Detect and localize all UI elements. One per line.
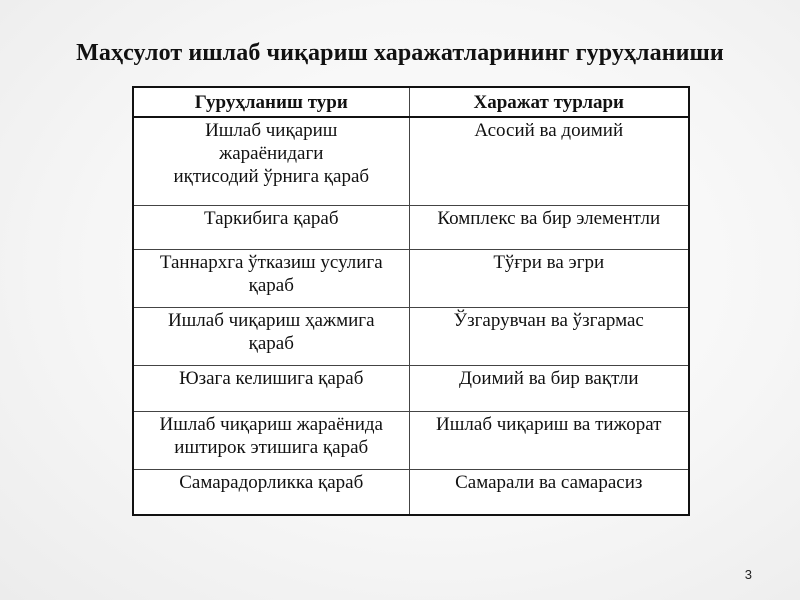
- page-number: 3: [744, 567, 752, 582]
- table-row: [133, 469, 689, 515]
- grouping-cell: Юзага келишига қараб: [133, 365, 409, 411]
- grouping-cell: Самарадорликка қараб: [133, 469, 409, 515]
- grouping-cell: Ишлаб чиқариш ҳажмига қараб: [133, 307, 409, 365]
- cost-types-cell: Асосий ва доимий: [409, 117, 689, 205]
- grouping-cell: Таркибига қараб: [133, 205, 409, 249]
- table-row: [133, 117, 689, 205]
- header-cost-types: Харажат турлари: [409, 87, 689, 117]
- grouping-cell: Ишлаб чиқариш жараёнида иштирок этишига қараб: [133, 411, 409, 469]
- table-row: [133, 411, 689, 469]
- cost-types-cell: Комплекс ва бир элементли: [409, 205, 689, 249]
- table-row: [133, 205, 689, 249]
- table-row: [133, 249, 689, 307]
- cost-types-cell: Ўзгарувчан ва ўзгармас: [409, 307, 689, 365]
- table-row: [133, 365, 689, 411]
- table-row: [133, 307, 689, 365]
- cost-types-cell: Ишлаб чиқариш ва тижорат: [409, 411, 689, 469]
- slide-title: Маҳсулот ишлаб чиқариш харажатларининг гуруҳланиши: [76, 40, 724, 66]
- cost-types-cell: Доимий ва бир вақтли: [409, 365, 689, 411]
- cost-grouping-table: [132, 86, 690, 516]
- grouping-cell: Ишлаб чиқариш жараёнидаги иқтисодий ўрнига қараб: [133, 117, 409, 205]
- header-grouping-type: Гуруҳланиш тури: [133, 87, 409, 117]
- table-header-row: [133, 87, 689, 117]
- grouping-cell: Таннархга ўтказиш усулига қараб: [133, 249, 409, 307]
- cost-types-cell: Самарали ва самарасиз: [409, 469, 689, 515]
- cost-types-cell: Тўғри ва эгри: [409, 249, 689, 307]
